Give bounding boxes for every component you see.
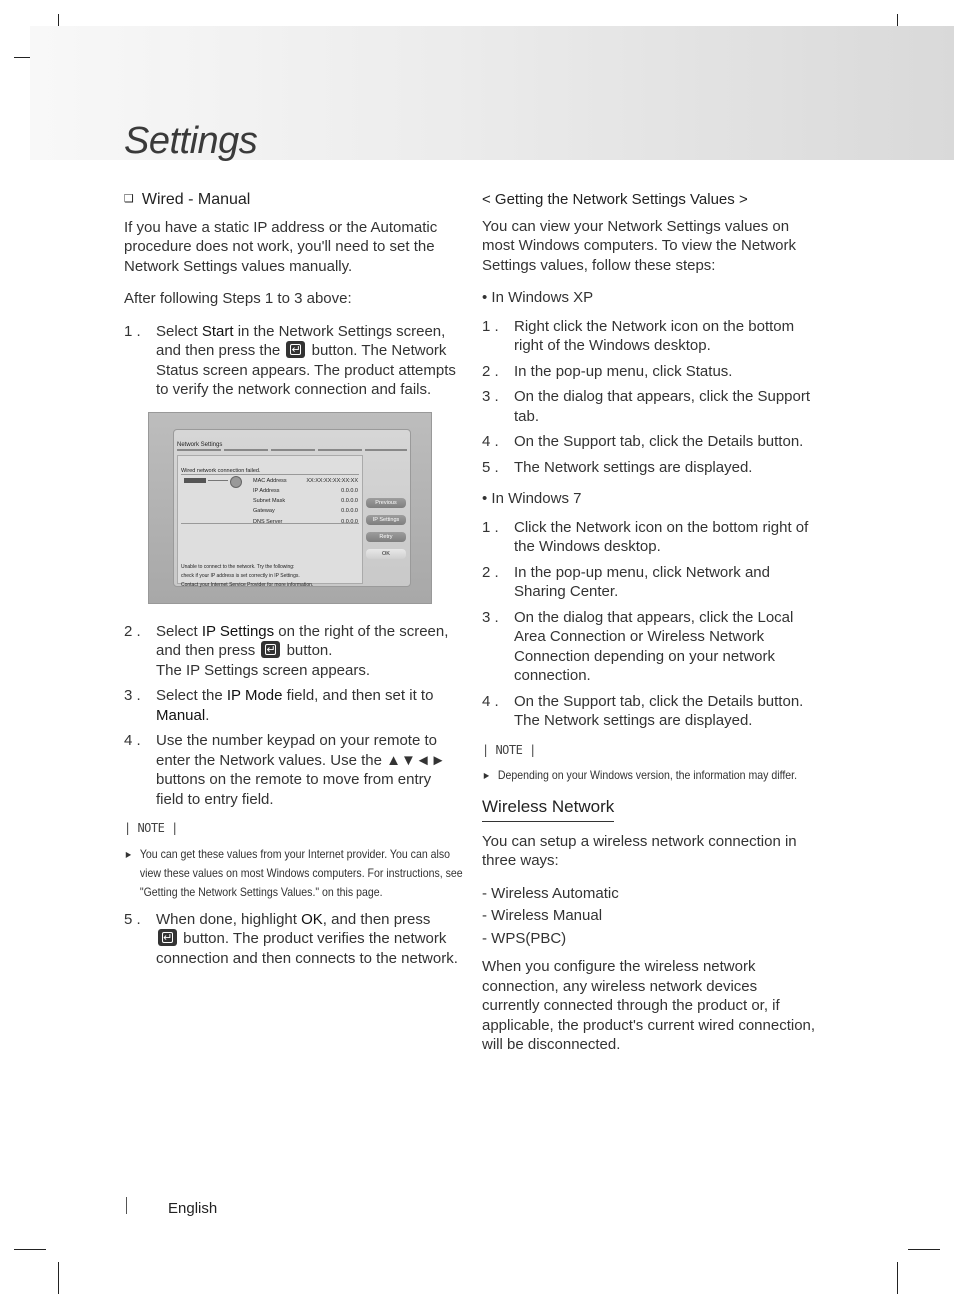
retry-button[interactable]: Retry <box>366 532 406 542</box>
previous-button[interactable]: Previous <box>366 498 406 508</box>
xp-step: 5 . The Network settings are displayed. <box>482 458 753 476</box>
note-text: ▶ You can get these values from your Internet provider. You can also view these values on most Windows computers. For instructions, see "Getting the Network Settings Values." on this page. <box>125 846 463 899</box>
enter-button-icon <box>158 929 177 946</box>
device-icon <box>184 478 206 483</box>
windows-7-label: • In Windows 7 <box>482 490 582 507</box>
w7-step: 3 . On the dialog that appears, click the Local Area Connection or Wireless Network Connection depending on your network connection. <box>482 608 794 684</box>
xp-step: 1 . Right click the Network icon on the bottom right of the Windows desktop. <box>482 317 795 354</box>
step-2: 2 . Select IP Settings on the right of the screen, and then press ↵ button. The IP Settings screen appears. <box>124 622 458 681</box>
footer-language: English <box>168 1200 218 1217</box>
crop-mark <box>908 1249 940 1250</box>
w7-step: 4 . On the Support tab, click the Details button. The Network settings are displayed. <box>482 692 804 729</box>
wireless-way-item: - Wireless Automatic <box>482 884 619 902</box>
network-settings-screenshot <box>148 412 432 604</box>
dialog-tabs <box>177 449 407 451</box>
triangle-bullet-icon: ▶ <box>483 771 490 780</box>
note-label: | NOTE | <box>482 742 536 757</box>
w7-step: 2 . In the pop-up menu, click Network and Sharing Center. <box>482 563 770 600</box>
enter-button-icon <box>261 641 280 658</box>
note-text: ▶ Depending on your Windows version, the information may differ. <box>482 766 823 785</box>
crop-mark <box>58 1262 59 1294</box>
ip-settings-button[interactable]: IP Settings <box>366 515 406 525</box>
wireless-intro: You can setup a wireless network connection in three ways: <box>482 832 797 869</box>
info-labels: MAC Address IP Address Subnet Mask Gateway DNS Server <box>253 477 287 525</box>
wireless-network-title: Wireless Network <box>482 797 614 822</box>
footer-divider <box>126 1197 127 1214</box>
failure-message: Unable to connect to the network. Try the following: check if your IP address is set correctly in IP Settings. Contact your Internet Service Provider for more information. <box>181 563 314 588</box>
status-text: Wired network connection failed. <box>181 467 261 474</box>
left-column <box>124 190 463 974</box>
step-3: 3 . Select the IP Mode field, and then set it to Manual. <box>124 687 434 724</box>
getting-values-heading: < Getting the Network Settings Values > <box>482 191 748 208</box>
network-settings-dialog <box>173 429 411 587</box>
w7-step: 1 . Click the Network icon on the bottom right of the Windows desktop. <box>482 518 809 555</box>
xp-step: 4 . On the Support tab, click the Details button. <box>482 433 804 450</box>
enter-button-icon <box>286 341 305 358</box>
right-column <box>482 190 818 1068</box>
step-5: 5 . When done, highlight OK, and then press ↵ button. The product verifies the network connection and then connects to the network. <box>124 910 458 969</box>
note-label: | NOTE | <box>124 821 178 835</box>
checkbox-bullet-icon: ❑ <box>124 193 134 205</box>
wireless-way-item: - Wireless Manual <box>482 907 603 924</box>
crop-mark <box>897 1262 898 1294</box>
section-heading-wired-manual: ❑ Wired - Manual <box>124 191 251 208</box>
globe-icon <box>230 476 242 488</box>
getting-values-intro: You can view your Network Settings values on most Windows computers. To view the Network Settings values, follow these steps: <box>482 217 796 274</box>
crop-mark <box>14 1249 46 1250</box>
cable-icon <box>208 480 228 481</box>
after-steps-text: After following Steps 1 to 3 above: <box>124 290 352 307</box>
dialog-title: Network Settings <box>177 441 223 448</box>
step-4: 4 . Use the number keypad on your remote to enter the Network values. Use the ▲▼◄► buttons on the remote to move from entry field to entry field. <box>124 732 446 808</box>
ok-button[interactable]: OK <box>366 549 406 559</box>
wireless-way-item: - WPS(PBC) <box>482 929 567 947</box>
wireless-outro: When you configure the wireless network connection, any wireless network devices currently connected through the product or, if applicable, the product's current wired connection, will be disconnected. <box>482 958 816 1053</box>
step-1: 1 . Select Start in the Network Settings screen, and then press the ↵ button. The Network Status screen appears. The product attempts to verify the network connection and fails. <box>124 322 458 400</box>
xp-step: 3 . On the dialog that appears, click the Support tab. <box>482 388 811 425</box>
xp-step: 2 . In the pop-up menu, click Status. <box>482 362 733 380</box>
info-values: XX:XX:XX:XX:XX:XX 0.0.0.0 0.0.0.0 0.0.0.0 0.0.0.0 <box>306 477 358 525</box>
page-title: Settings <box>124 120 258 162</box>
intro-paragraph: If you have a static IP address or the Automatic procedure does not work, you'll need to set the Network Settings values manually. <box>124 218 438 275</box>
windows-xp-label: • In Windows XP <box>482 289 594 306</box>
status-panel <box>177 455 363 588</box>
triangle-bullet-icon: ▶ <box>125 849 132 859</box>
